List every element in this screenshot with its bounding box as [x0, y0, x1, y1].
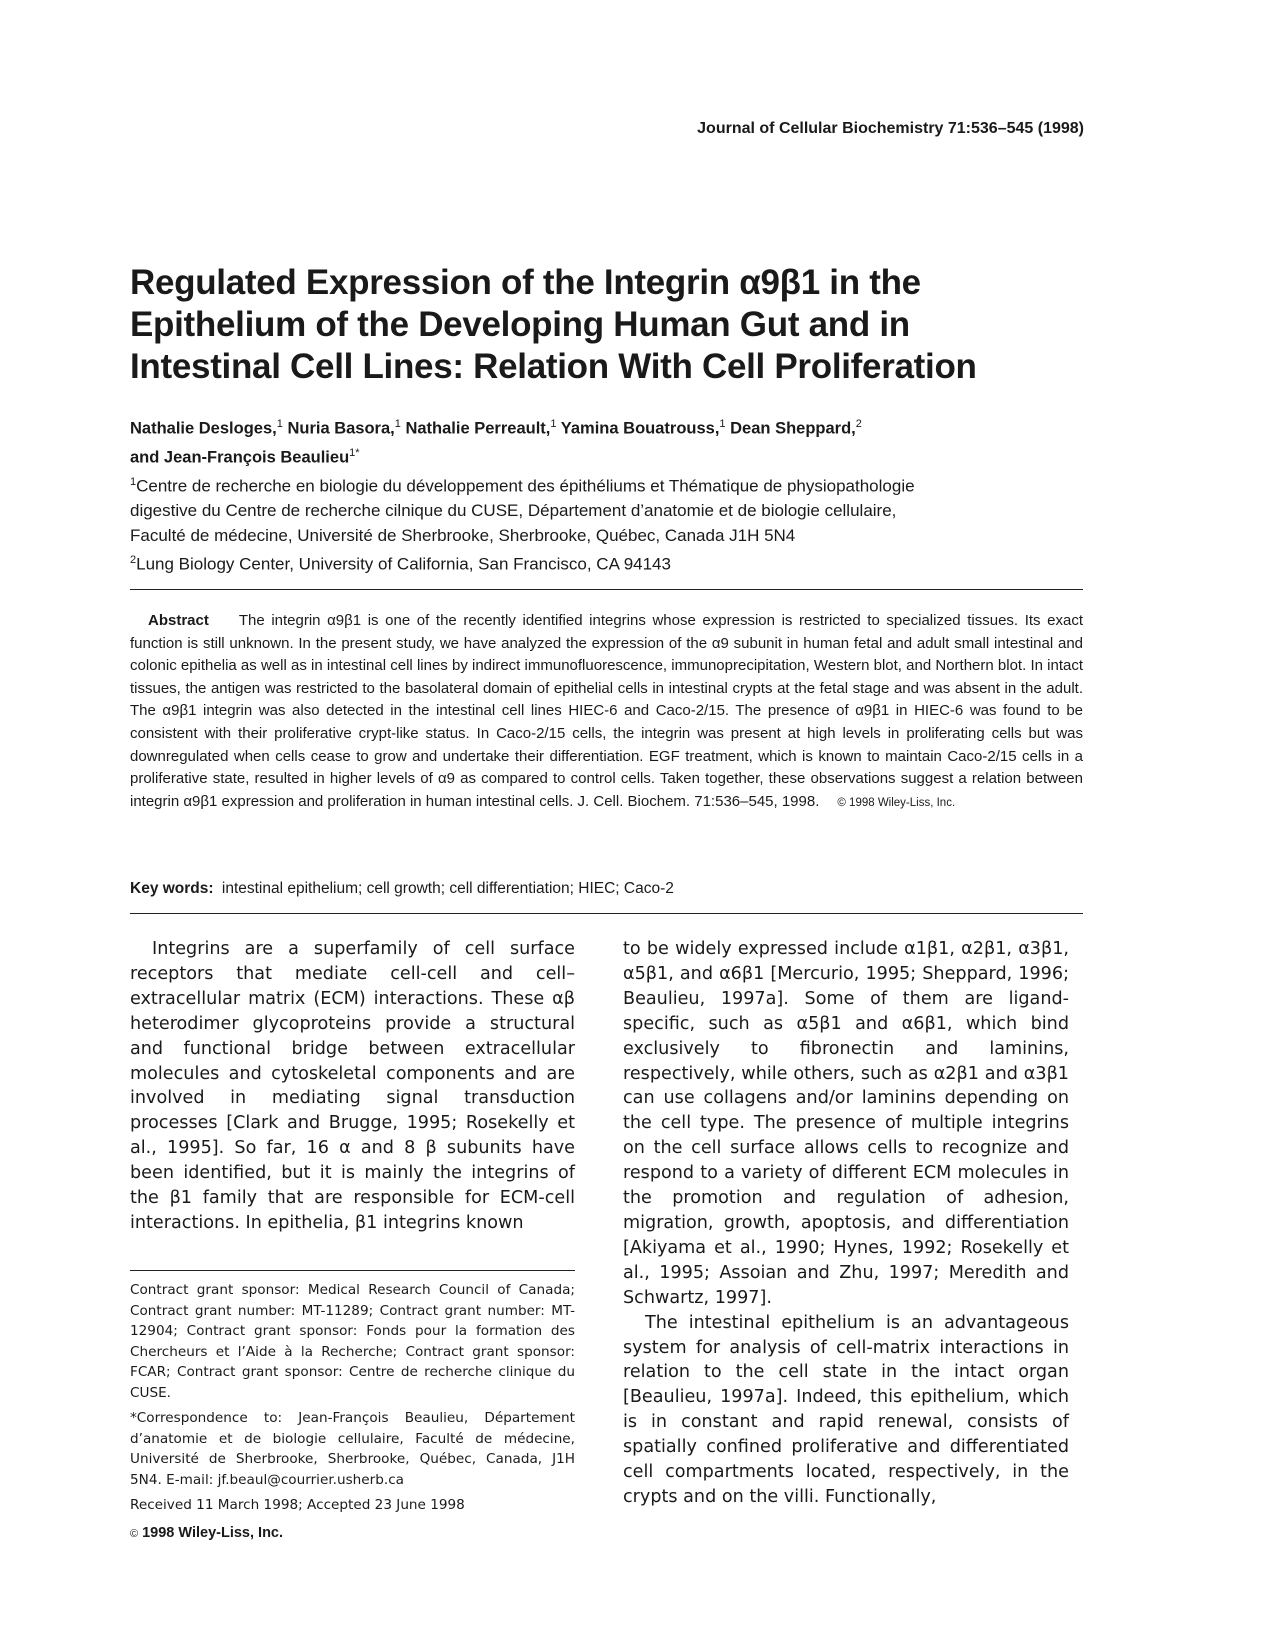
body-column-right: [623, 937, 1069, 1510]
footnotes: [130, 1280, 575, 1521]
abstract-text: The integrin α9β1 is one of the recently identified integrins whose expression is restricted to specialized tissues. Its exact function is still unknown. In the present study, we have analyzed the expression of the α9 subunit in human fetal and adult small intestinal and colonic epithelia as well as in intestinal cell lines by indirect immunofluorescence, immunoprecipitation, Western blot, and Northern blot. In intact tissues, the antigen was restricted to the basolateral domain of epithelial cells in intestinal crypts at the fetal stage and was absent in the adult. The α9β1 integrin was also detected in the intestinal cell lines HIEC-6 and Caco-2/15. The presence of α9β1 in HIEC-6 was found to be consistent with their proliferative crypt-like status. In Caco-2/15 cells, the integrin was present at high levels in proliferating cells but was downregulated when cells cease to grow and undertake their differentiation. EGF treatment, which is known to maintain Caco-2/15 cells in a proliferative state, resulted in higher levels of α9 as compared to control cells. Taken together, these observations suggest a relation between integrin α9β1 expression and proliferation in human intestinal cells. J. Cell. Biochem. 71:536–545, 1998.: [130, 612, 1083, 810]
author-affiliation-mark: 1: [719, 418, 726, 430]
footnote-grants: Contract grant sponsor: Medical Research Council of Canada; Contract grant number: MT-11289; Contract grant number: MT-12904; Contract grant sponsor: Fonds pour la formation des Chercheurs et l’Aide à la Recherche; Contract grant sponsor: FCAR; Contract grant sponsor: Centre de recherche clinique du CUSE.: [130, 1282, 575, 1401]
body-paragraph: to be widely expressed include α1β1, α2β1, α3β1, α5β1, and α6β1 [Mercurio, 1995; Sheppard, 1996; Beaulieu, 1997a]. Some of them are ligand-specific, such as α5β1 and α6β1, which bind exclusively to fibronectin and laminins, respectively, while others, such as α2β1 and α3β1 can use collagens and/or laminins depending on the cell type. The presence of multiple integrins on the cell surface allows cells to recognize and respond to a variety of different ECM molecules in the promotion and regulation of adhesion, migration, growth, apoptosis, and differentiation [Akiyama et al., 1990; Hynes, 1992; Rosekelly et al., 1995; Assoian and Zhu, 1997; Meredith and Schwartz, 1997].: [623, 939, 1069, 1308]
affiliation-line: Faculté de médecine, Université de Sherbrooke, Sherbrooke, Québec, Canada J1H 5N4: [130, 525, 796, 545]
title-line-3: Intestinal Cell Lines: Relation With Cell Proliferation: [130, 347, 977, 386]
author-name: Nathalie Desloges,: [130, 419, 277, 438]
abstract-label: Abstract: [148, 612, 209, 629]
keywords-label: Key words:: [130, 880, 214, 897]
abstract: [130, 610, 1083, 814]
page-copyright: [130, 1525, 283, 1541]
affiliation-line: Centre de recherche en biologie du développement des épithéliums et Thématique de physiopathologie: [136, 476, 915, 496]
affiliation-line: Lung Biology Center, University of California, San Francisco, CA 94143: [136, 554, 671, 574]
author-affiliation-mark: 1: [394, 418, 401, 430]
author-affiliation-mark: 1: [276, 418, 283, 430]
author-list: [130, 412, 1090, 469]
copyright-symbol: ©: [130, 1528, 139, 1540]
author-affiliation-mark: 2: [855, 418, 862, 430]
divider: [130, 589, 1083, 590]
abstract-copyright: © 1998 Wiley-Liss, Inc.: [837, 796, 956, 809]
keywords: [130, 880, 1083, 898]
footnote-correspondence: *Correspondence to: Jean-François Beaulieu, Département d’anatomie et de biologie cellulaire, Faculté de médecine, Université de Sherbrooke, Sherbrooke, Québec, Canada, J1H 5N4. E-mail: jf.beaul@courrier.usherb.ca: [130, 1410, 575, 1488]
article-title: [130, 262, 1090, 388]
author-name: Nuria Basora,: [287, 419, 395, 438]
author-name: Yamina Bouatrouss,: [560, 419, 720, 438]
title-line-2: Epithelium of the Developing Human Gut and in: [130, 305, 910, 344]
author-name: Dean Sheppard,: [730, 419, 856, 438]
body-paragraph: The intestinal epithelium is an advantageous system for analysis of cell-matrix interactions in relation to the cell state in the intact organ [Beaulieu, 1997a]. Indeed, this epithelium, which is in constant and rapid renewal, consists of spatially confined proliferative and differentiated cell compartments located, respectively, in the crypts and on the villi. Functionally,: [623, 1312, 1069, 1507]
affiliation-mark: 1: [130, 476, 137, 488]
author-affiliation-mark: 1: [550, 418, 557, 430]
footnote-received: Received 11 March 1998; Accepted 23 June 1998: [130, 1497, 465, 1513]
affiliation-mark: 2: [130, 554, 137, 567]
affiliation-line: digestive du Centre de recherche cilnique du CUSE, Département d’anatomie et de biologie cellulaire,: [130, 501, 897, 521]
author-name: Nathalie Perreault,: [405, 419, 551, 438]
keywords-text: intestinal epithelium; cell growth; cell differentiation; HIEC; Caco-2: [221, 880, 674, 897]
journal-citation: Journal of Cellular Biochemistry 71:536–545 (1998): [697, 120, 1084, 137]
body-column-left: [130, 937, 575, 1236]
divider: [130, 913, 1083, 914]
title-line-1: Regulated Expression of the Integrin α9β1 in the: [130, 263, 921, 302]
author-affiliation-mark: 1*: [349, 446, 360, 459]
affiliations: [130, 470, 1090, 577]
body-paragraph: Integrins are a superfamily of cell surface receptors that mediate cell-cell and cell–extracellular matrix (ECM) interactions. These αβ heterodimer glycoproteins provide a structural and functional bridge between extracellular molecules and cytoskeletal components and are involved in mediating signal transduction processes [Clark and Brugge, 1995; Rosekelly et al., 1995]. So far, 16 α and 8 β subunits have been identified, but it is mainly the integrins of the β1 family that are responsible for ECM-cell interactions. In epithelia, β1 integrins known: [130, 939, 575, 1233]
author-name: and Jean-François Beaulieu: [130, 448, 350, 466]
copyright-text: 1998 Wiley-Liss, Inc.: [142, 1525, 284, 1541]
footnote-divider: [130, 1270, 575, 1271]
